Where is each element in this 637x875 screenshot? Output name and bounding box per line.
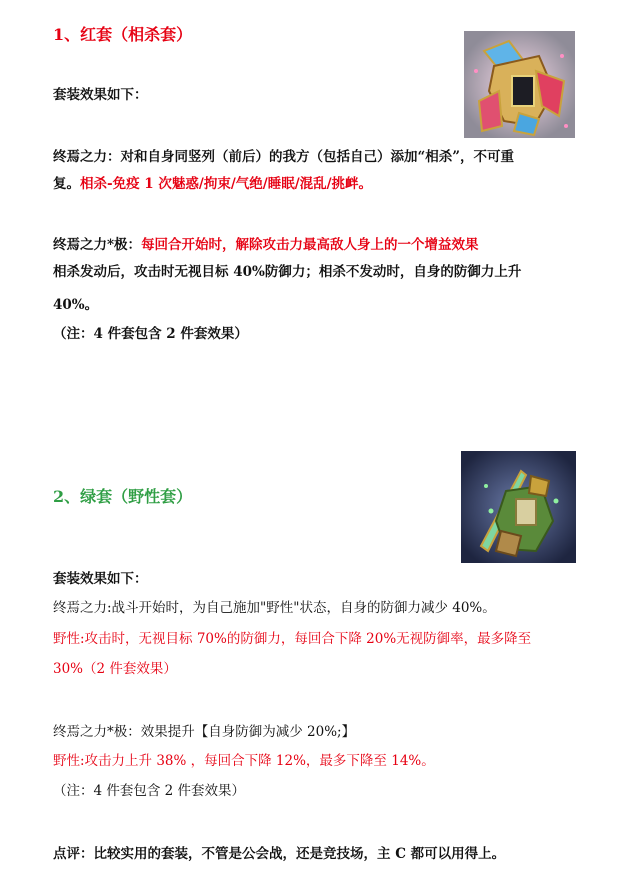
set2-title: 2、绿套（野性套） [53, 487, 193, 506]
set1-extreme-line3: 40%。 [53, 297, 99, 313]
comment: 点评：比较实用的套装，不管是公会战，还是竞技场，主 C 都可以用得上。 [53, 846, 506, 862]
set1-extreme-red: 每回合开始时，解除攻击力最高敌人身上的一个增益效果 [141, 237, 479, 253]
set1-note: （注：4 件套包含 2 件套效果） [53, 326, 248, 342]
set2-effect-line1: 终焉之力:战斗开始时，为自己施加"野性"状态，自身的防御力减少 40%。 [53, 600, 496, 616]
set1-title: 1、红套（相杀套） [53, 25, 193, 44]
set2-extreme-red: 野性:攻击力上升 38% ，每回合下降 12%，最多下降至 14%。 [53, 753, 435, 769]
set2-extreme-line1: 终焉之力*极：效果提升【自身防御为减少 20%;】 [53, 724, 356, 740]
set1-effects-header: 套装效果如下： [53, 87, 148, 103]
green-armor-set-art [461, 451, 576, 563]
set1-effect-red: 相杀-免疫 1 次魅惑/拘束/气绝/睡眠/混乱/挑衅。 [80, 176, 373, 192]
set2-effects-header: 套装效果如下： [53, 571, 148, 587]
set1-extreme-line2: 相杀发动后，攻击时无视目标 40%防御力；相杀不发动时，自身的防御力上升 [53, 264, 522, 280]
set2-note: （注：4 件套包含 2 件套效果） [53, 783, 246, 799]
set2-effect-red-line1: 野性:攻击时，无视目标 70%的防御力，每回合下降 20%无视防御率，最多降至 [53, 631, 532, 647]
set1-effect-line2: 复。相杀-免疫 1 次魅惑/拘束/气绝/睡眠/混乱/挑衅。 [53, 176, 373, 192]
set2-effect-red-line2: 30%（2 件套效果） [53, 661, 177, 677]
set1-extreme-line1: 终焉之力*极：每回合开始时，解除攻击力最高敌人身上的一个增益效果 [53, 237, 479, 253]
set1-effect-line1: 终焉之力：对和自身同竖列（前后）的我方（包括自己）添加“相杀”，不可重 [53, 149, 515, 165]
red-armor-set-art [464, 31, 575, 138]
